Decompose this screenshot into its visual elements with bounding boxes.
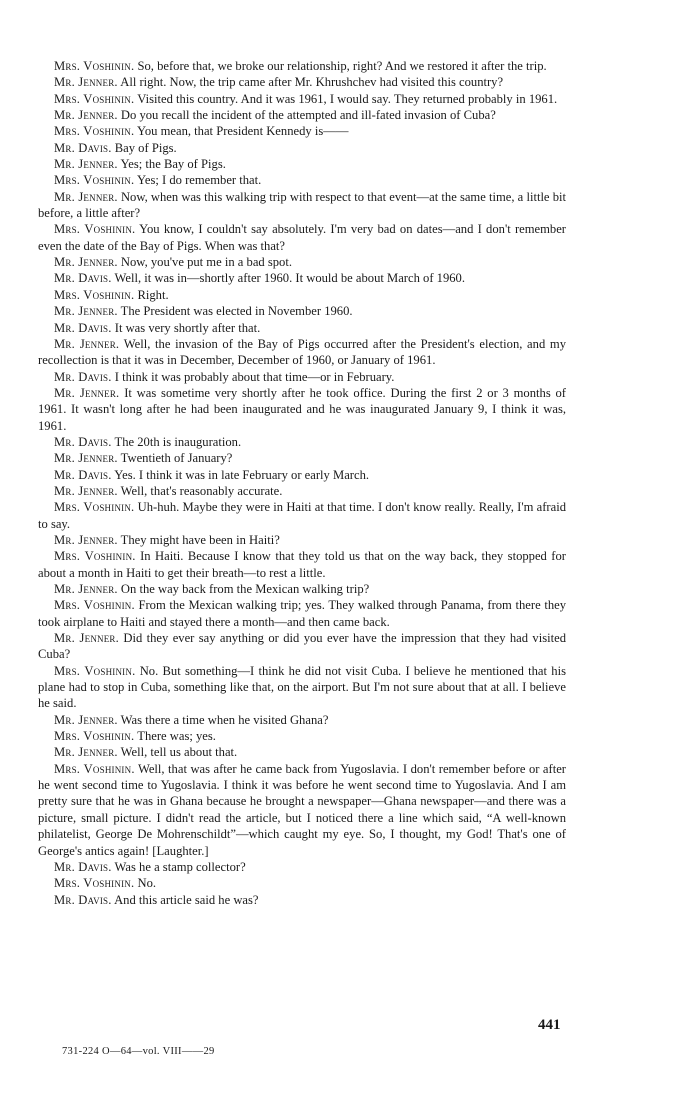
speaker-name: Mrs. Voshinin.	[54, 59, 135, 73]
speaker-name: Mrs. Voshinin.	[54, 761, 135, 776]
speaker-name: Mr. Jenner.	[54, 75, 118, 90]
speaker-name: Mr. Davis.	[54, 271, 112, 286]
speech-text: Bay of Pigs.	[114, 140, 177, 155]
speaker-name: Mr. Jenner.	[54, 189, 118, 204]
speaker-name: Mrs. Voshinin.	[54, 729, 135, 744]
testimony-paragraph	[38, 892, 566, 908]
speech-text: Twentieth of January?	[120, 451, 233, 466]
speech-text: No.	[137, 876, 157, 891]
speech-text: I think it was probably about that time—or in February.	[114, 369, 395, 384]
speaker-name: Mr. Jenner.	[54, 451, 118, 466]
speaker-name: Mrs. Voshinin.	[54, 663, 136, 678]
speech-text: There was; yes.	[137, 729, 216, 744]
testimony-text	[38, 58, 566, 908]
print-code: 731-224 O—64—vol. VIII——29	[62, 1046, 215, 1057]
speaker-name: Mrs. Voshinin.	[54, 598, 135, 613]
testimony-paragraph	[38, 483, 566, 499]
speech-text: Well, that was after he came back from Yugoslavia. I don't remember before or after he went second time to Yugoslavia. I think it was before he went second time to Yugoslavia. And I am pretty sure that he was in Ghana because he brought a newspaper—Ghana newspaper—and there was a picture, small picture. I didn't read the article, but I noticed there a line which said, “A well-known philatelist, George De Mohrenschildt”—which caught my eye. So, I thought, my God! That's one of George's antics again! [Laughter.]	[38, 761, 566, 858]
testimony-paragraph	[38, 270, 566, 286]
speaker-name: Mrs. Voshinin.	[54, 287, 135, 302]
speech-text: The 20th is inauguration.	[114, 434, 242, 449]
speaker-name: Mr. Jenner.	[54, 712, 118, 727]
speaker-name: Mr. Jenner.	[54, 483, 118, 498]
speech-text: Visited this country. And it was 1961, I would say. They returned probably in 1961.	[137, 91, 558, 106]
speech-text: No. But something—I think he did not visit Cuba. I believe he mentioned that his plane had to stop in Cuba, something like that, on the airport. But I'm not sure about that at all. I believe he said.	[38, 663, 566, 711]
testimony-paragraph	[38, 221, 566, 254]
speaker-name: Mr. Jenner.	[54, 385, 120, 400]
testimony-paragraph	[38, 189, 566, 222]
testimony-paragraph	[38, 74, 566, 90]
speaker-name: Mr. Jenner.	[54, 582, 118, 596]
speaker-name: Mr. Jenner.	[54, 336, 120, 351]
testimony-paragraph	[38, 91, 566, 107]
speech-text: Was he a stamp collector?	[114, 859, 246, 874]
speaker-name: Mrs. Voshinin.	[54, 222, 136, 237]
testimony-paragraph	[38, 123, 566, 139]
speech-text: Well, tell us about that.	[120, 745, 238, 760]
speech-text: All right. Now, the trip came after Mr. Khrushchev had visited this country?	[120, 75, 504, 90]
testimony-paragraph	[38, 385, 566, 434]
testimony-paragraph	[38, 859, 566, 875]
testimony-paragraph	[38, 320, 566, 336]
testimony-paragraph	[38, 107, 566, 123]
speaker-name: Mr. Jenner.	[54, 532, 118, 547]
speaker-name: Mrs. Voshinin.	[54, 91, 135, 106]
speech-text: Right.	[137, 287, 169, 302]
testimony-paragraph	[38, 287, 566, 303]
testimony-paragraph	[38, 156, 566, 172]
testimony-paragraph	[38, 467, 566, 483]
testimony-paragraph	[38, 744, 566, 760]
speaker-name: Mr. Davis.	[54, 140, 112, 155]
speech-text: From the Mexican walking trip; yes. They walked through Panama, from there they took airplane to Haiti and stayed there a month—and then came back.	[38, 598, 566, 629]
speaker-name: Mr. Jenner.	[54, 745, 118, 760]
testimony-paragraph	[38, 369, 566, 385]
testimony-paragraph	[38, 728, 566, 744]
speech-text: Well, the invasion of the Bay of Pigs occurred after the President's election, and my recollection is that it was in December, December of 1960, or January of 1961.	[38, 336, 567, 368]
testimony-paragraph	[38, 712, 566, 728]
speech-text: Yes; I do remember that.	[137, 173, 262, 188]
speaker-name: Mrs. Voshinin.	[54, 876, 135, 891]
speech-text: And this article said he was?	[114, 892, 259, 907]
testimony-paragraph	[38, 597, 566, 630]
speech-text: Yes; the Bay of Pigs.	[120, 157, 226, 172]
speaker-name: Mr. Jenner.	[54, 304, 118, 319]
speaker-name: Mr. Davis.	[54, 467, 112, 482]
speech-text: You mean, that President Kennedy is——	[137, 124, 349, 139]
speech-text: Well, that's reasonably accurate.	[120, 483, 283, 498]
speaker-name: Mr. Davis.	[54, 859, 112, 874]
speech-text: Do you recall the incident of the attempted and ill-fated invasion of Cuba?	[120, 108, 496, 123]
testimony-paragraph	[38, 663, 566, 712]
speaker-name: Mr. Jenner.	[54, 631, 119, 646]
speaker-name: Mrs. Voshinin.	[54, 173, 135, 188]
speaker-name: Mrs. Voshinin.	[54, 124, 135, 139]
speech-text: Now, when was this walking trip with respect to that event—at the same time, a little bit before, a little after?	[38, 189, 566, 221]
speech-text: Well, it was in—shortly after 1960. It would be about March of 1960.	[114, 271, 466, 286]
testimony-paragraph	[38, 172, 566, 188]
testimony-paragraph	[38, 581, 566, 597]
speech-text: They might have been in Haiti?	[120, 532, 280, 547]
speech-text: The President was elected in November 1960.	[120, 304, 353, 319]
testimony-paragraph	[38, 630, 566, 663]
testimony-paragraph	[38, 761, 566, 859]
speaker-name: Mr. Jenner.	[54, 255, 118, 270]
speaker-name: Mr. Davis.	[54, 320, 112, 335]
speaker-name: Mrs. Voshinin.	[54, 549, 136, 564]
speech-text: In Haiti. Because I know that they told us that on the way back, they stopped for about a month in Haiti to get their breath—to rest a little.	[38, 549, 566, 580]
speaker-name: Mr. Jenner.	[54, 108, 118, 123]
speech-text: It was very shortly after that.	[114, 320, 261, 335]
speaker-name: Mrs. Voshinin.	[54, 500, 135, 515]
speaker-name: Mr. Davis.	[54, 369, 112, 384]
speech-text: Uh-huh. Maybe they were in Haiti at that time. I don't know really. Really, I'm afraid to say.	[38, 500, 566, 531]
testimony-paragraph	[38, 450, 566, 466]
testimony-paragraph	[38, 336, 566, 369]
testimony-paragraph	[38, 58, 566, 74]
speech-text: Did they ever say anything or did you ever have the impression that they had visited Cuba?	[38, 631, 567, 662]
speech-text: Was there a time when he visited Ghana?	[120, 712, 329, 727]
testimony-paragraph	[38, 434, 566, 450]
speech-text: So, before that, we broke our relationship, right? And we restored it after the trip.	[137, 59, 547, 73]
speech-text: It was sometime very shortly after he took office. During the first 2 or 3 months of 1961. It wasn't long after he had been inaugurated and he was inaugurated January 9, I think it was, 1961.	[38, 385, 567, 433]
speech-text: On the way back from the Mexican walking trip?	[120, 582, 370, 596]
speech-text: Now, you've put me in a bad spot.	[120, 255, 292, 270]
speaker-name: Mr. Jenner.	[54, 157, 118, 172]
speaker-name: Mr. Davis.	[54, 892, 112, 907]
page-number: 441	[538, 1017, 561, 1033]
testimony-paragraph	[38, 548, 566, 581]
testimony-paragraph	[38, 303, 566, 319]
testimony-paragraph	[38, 140, 566, 156]
speech-text: You know, I couldn't say absolutely. I'm very bad on dates—and I don't remember even the date of the Bay of Pigs. When was that?	[38, 222, 566, 253]
speech-text: Yes. I think it was in late February or early March.	[114, 467, 370, 482]
testimony-paragraph	[38, 875, 566, 891]
speaker-name: Mr. Davis.	[54, 434, 112, 449]
testimony-paragraph	[38, 499, 566, 532]
testimony-paragraph	[38, 254, 566, 270]
testimony-paragraph	[38, 532, 566, 548]
